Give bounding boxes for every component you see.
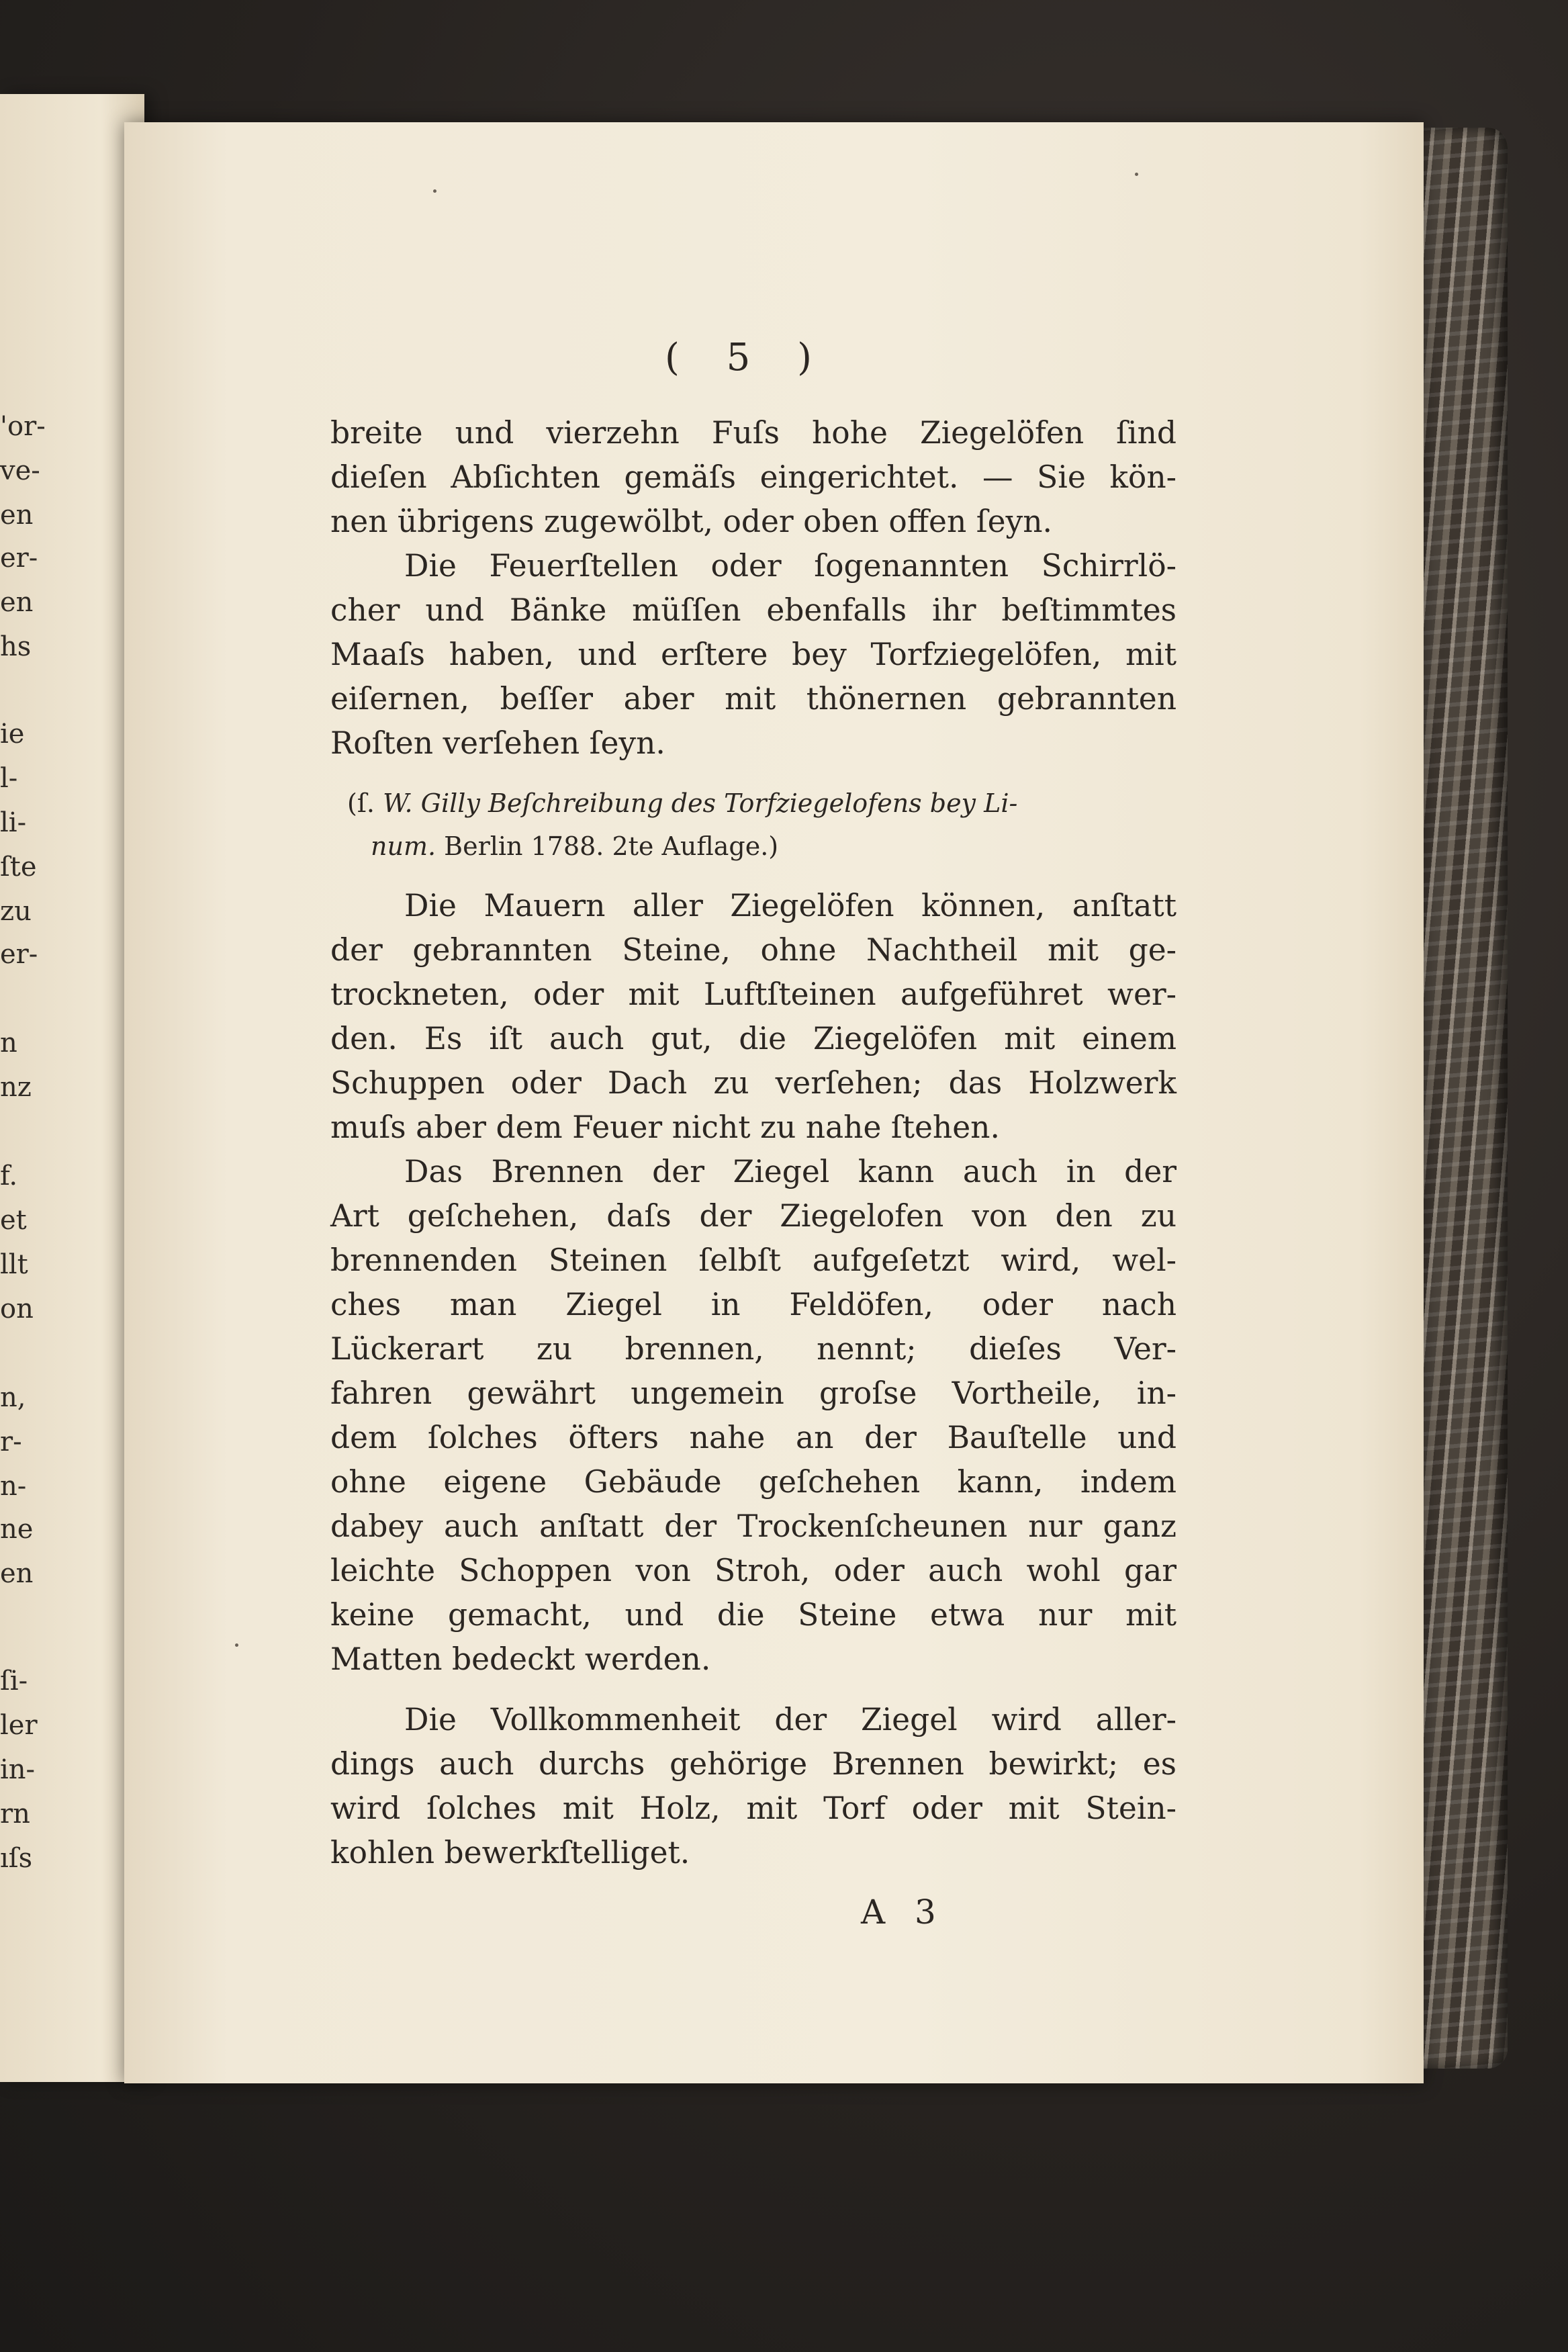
text-line: Die Mauern aller Ziegelöfen können, anſtatt <box>404 888 1177 923</box>
text-line: Matten bedeckt werden. <box>330 1641 711 1677</box>
left-page-fragment: n- <box>0 1471 27 1502</box>
left-page-fragment: ie <box>0 719 25 750</box>
citation-imprint: Berlin 1788. 2te Auflage.) <box>444 831 779 861</box>
text-line: Lückerart zu brennen, nennt; dieſes Ver- <box>330 1331 1177 1367</box>
text-line: dabey auch anſtatt der Trockenſcheunen nur ganz <box>330 1508 1177 1544</box>
text-line: muſs aber dem Feuer nicht zu nahe ſtehen. <box>330 1110 1000 1145</box>
left-page-fragment: llt <box>0 1249 28 1280</box>
text-line: leichte Schoppen von Stroh, oder auch wohl gar <box>330 1553 1177 1588</box>
text-line: keine gemacht, und die Steine etwa nur mit <box>330 1597 1177 1633</box>
left-page-fragment: zu <box>0 896 32 927</box>
left-page-fragment: n <box>0 1028 17 1058</box>
text-line: brennenden Steinen ſelbſt aufgeſetzt wird, wel- <box>330 1242 1177 1278</box>
text-line: Roſten verſehen ſeyn. <box>330 725 665 761</box>
left-page-fragment: r- <box>0 1427 22 1457</box>
left-page-fragment: en <box>0 587 34 618</box>
left-page-fragment: ſte <box>0 852 37 883</box>
paper-speck <box>1135 173 1138 176</box>
left-page-fragment: nz <box>0 1072 32 1103</box>
left-page-fragment: l- <box>0 763 18 794</box>
text-line: eiſernen, beſſer aber mit thönernen gebrannten <box>330 681 1177 717</box>
text-line: Maaſs haben, und erſtere bey Torfziegelöfen, mit <box>330 637 1177 672</box>
paper-speck <box>235 1643 238 1647</box>
left-page-fragment: n, <box>0 1382 26 1413</box>
left-page-fragment: ve- <box>0 455 40 486</box>
text-line: ches man Ziegel in Feldöfen, oder nach <box>330 1287 1177 1322</box>
book-spine <box>1414 128 1508 2069</box>
left-page-fragment: ler <box>0 1710 38 1741</box>
left-page-fragment: in- <box>0 1754 36 1785</box>
text-line: Das Brennen der Ziegel kann auch in der <box>404 1154 1177 1189</box>
citation-open: (ſ. <box>347 788 375 818</box>
text-line: Die Feuerſtellen oder ſogenannten Schirrlö- <box>404 548 1177 584</box>
text-line: wird ſolches mit Holz, mit Torf oder mit Stein- <box>330 1791 1177 1826</box>
page-number: ( 5 ) <box>665 336 829 379</box>
left-page-fragment: er- <box>0 939 38 970</box>
text-line: breite und vierzehn Fuſs hohe Ziegelöfen ſind <box>330 415 1177 451</box>
text-line: kohlen bewerkſtelliget. <box>330 1835 690 1870</box>
left-page-fragment: ſi- <box>0 1666 28 1697</box>
citation-title-end: num. <box>371 831 436 861</box>
text-line: ohne eigene Gebäude geſchehen kann, indem <box>330 1464 1177 1500</box>
text-line: cher und Bänke müſſen ebenfalls ihr beſtimmtes <box>330 592 1177 628</box>
citation <box>330 782 1177 825</box>
page-body <box>330 411 1177 1875</box>
signature-mark: A 3 <box>861 1893 946 1932</box>
citation-line-2 <box>330 825 1177 868</box>
left-page-fragment: li- <box>0 807 27 838</box>
text-line: der gebrannten Steine, ohne Nachtheil mit ge- <box>330 932 1177 968</box>
left-page-fragment: en <box>0 500 34 531</box>
citation-author: W. Gilly <box>383 788 480 818</box>
left-page-fragment: 'or- <box>0 411 46 442</box>
left-page-fragment: er- <box>0 543 38 574</box>
text-line: Die Vollkommenheit der Ziegel wird aller- <box>404 1702 1177 1737</box>
text-line: dings auch durchs gehörige Brennen bewirkt; es <box>330 1746 1177 1782</box>
left-page-fragment: ne <box>0 1514 34 1545</box>
paper-speck <box>433 189 436 193</box>
left-page-fragment: en <box>0 1558 34 1589</box>
left-page-edge <box>0 94 144 2082</box>
text-line: Art geſchehen, daſs der Ziegelofen von den zu <box>330 1198 1177 1234</box>
text-line: dem ſolches öfters nahe an der Bauſtelle und <box>330 1420 1177 1455</box>
left-page-fragment: hs <box>0 631 32 662</box>
text-line: den. Es iſt auch gut, die Ziegelöfen mit einem <box>330 1021 1177 1056</box>
text-line: nen übrigens zugewölbt, oder oben offen ſeyn. <box>330 504 1052 539</box>
text-line: Schuppen oder Dach zu verſehen; das Holzwerk <box>330 1065 1177 1101</box>
left-page-fragment: on <box>0 1294 34 1324</box>
text-line: trockneten, oder mit Luftſteinen aufgeführet wer- <box>330 977 1177 1012</box>
text-line: fahren gewährt ungemein groſse Vortheile, in- <box>330 1375 1177 1411</box>
citation-title: Beſchreibung des Torfziegelofens bey Li- <box>488 788 1018 818</box>
left-page-fragment: ıſs <box>0 1843 33 1874</box>
left-page-fragment: rn <box>0 1799 30 1829</box>
text-line: dieſen Abſichten gemäſs eingerichtet. — Sie kön- <box>330 459 1177 495</box>
left-page-fragment: et <box>0 1205 27 1236</box>
left-page-fragment: f. <box>0 1161 18 1191</box>
